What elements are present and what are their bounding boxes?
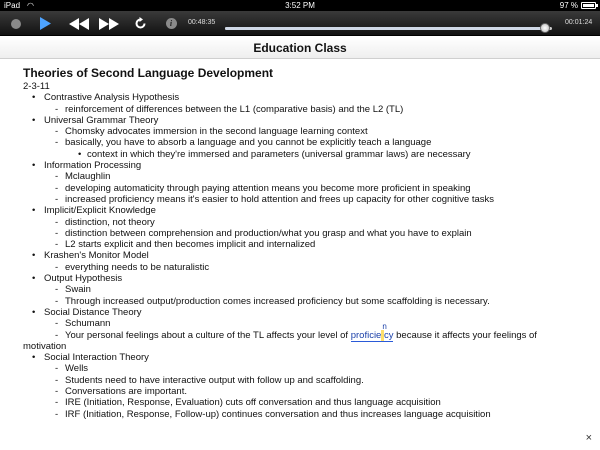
note-line: - Chomsky advocates immersion in the second language learning context [23, 126, 583, 137]
note-line: • Social Interaction Theory [23, 352, 583, 363]
note-line: - everything needs to be naturalistic [23, 262, 583, 273]
battery-fill [583, 4, 594, 7]
edit-before: Your personal feelings about a culture of the TL affects your level of [65, 329, 351, 341]
note-line: • context in which they're immersed and parameters (universal grammar laws) are necessary [23, 149, 583, 160]
edit-word-end: cy [383, 329, 394, 341]
note-line: - developing automaticity through paying attention means you become more proficient in speaking [23, 183, 583, 194]
note-lines [23, 92, 583, 329]
note-line-continuation: motivation [23, 340, 67, 352]
note-line: - reinforcement of differences between the L1 (comparative basis) and the L2 (TL) [23, 104, 583, 115]
record-button[interactable] [6, 14, 25, 33]
play-icon [39, 17, 51, 30]
close-icon[interactable]: × [585, 432, 592, 444]
record-dot-icon [11, 19, 21, 29]
note-line: - Conversations are important. [23, 386, 583, 397]
scrubber-thumb[interactable] [540, 23, 550, 33]
spell-check-word[interactable] [350, 321, 394, 342]
info-icon: i [166, 18, 177, 29]
note-line: • Contrastive Analysis Hypothesis [23, 92, 583, 103]
total-time: 00:01:24 [565, 19, 593, 26]
battery-icon [581, 2, 596, 9]
note-line: - Swain [23, 284, 583, 295]
elapsed-time: 00:48:35 [188, 19, 216, 26]
scrubber-progress [225, 27, 545, 30]
page-title: Education Class [253, 41, 347, 55]
note-line: • Information Processing [23, 160, 583, 171]
note-date: 2-3-11 [23, 81, 50, 92]
inserted-char: n [382, 321, 387, 331]
note-content[interactable] [23, 66, 583, 420]
note-line: - distinction, not theory [23, 217, 583, 228]
refresh-icon [134, 17, 147, 30]
playback-toolbar [0, 11, 600, 36]
note-line: - Students need to have interactive output with follow up and scaffolding. [23, 375, 583, 386]
battery-percent: 97 % [559, 1, 578, 10]
note-line: - Schumann [23, 318, 583, 329]
carrier-label: iPad [4, 1, 21, 10]
note-line: - increased proficiency means it's easier to hold attention and frees up capacity for other cognitive tasks [23, 194, 583, 205]
note-line: - IRE (Initiation, Response, Evaluation) cuts off conversation and thus language acquisition [23, 397, 583, 408]
note-title-bar [0, 37, 600, 59]
note-line: - IRF (Initiation, Response, Follow-up) continues conversation and thus increases language acquisition [23, 409, 583, 420]
edit-after: because it affects your feelings of [393, 329, 537, 341]
note-line: - distinction between comprehension and production/what you grasp and what you have to explain [23, 228, 583, 239]
note-line: - basically, you have to absorb a language and you cannot be explicitly teach a language [23, 137, 583, 148]
note-line: • Implicit/Explicit Knowledge [23, 205, 583, 216]
fast-forward-button[interactable] [98, 14, 120, 33]
note-line: • Output Hypothesis [23, 273, 583, 284]
status-bar [0, 0, 600, 11]
rewind-button[interactable] [68, 14, 90, 33]
edit-word-start: proficie [350, 329, 382, 341]
note-line: • Social Distance Theory [23, 307, 583, 318]
insertion-point [381, 321, 387, 341]
note-heading: Theories of Second Language Development [23, 66, 274, 80]
note-line: • Krashen's Monitor Model [23, 250, 583, 261]
refresh-button[interactable] [132, 14, 148, 33]
info-button[interactable] [164, 14, 178, 33]
status-time: 3:52 PM [285, 1, 315, 10]
note-line: - Through increased output/production comes increased proficiency but some scaffolding is necessary. [23, 296, 583, 307]
note-line: • Universal Grammar Theory [23, 115, 583, 126]
note-line: - Mclaughlin [23, 171, 583, 182]
fast-forward-icon [99, 18, 119, 30]
note-lines-after [23, 352, 583, 420]
play-button[interactable] [35, 14, 54, 33]
rewind-icon [69, 18, 89, 30]
playback-scrubber[interactable] [225, 27, 552, 30]
note-line: - L2 starts explicit and then becomes implicit and internalized [23, 239, 583, 250]
note-line: - Wells [23, 363, 583, 374]
wifi-icon: ◠ [27, 1, 34, 10]
